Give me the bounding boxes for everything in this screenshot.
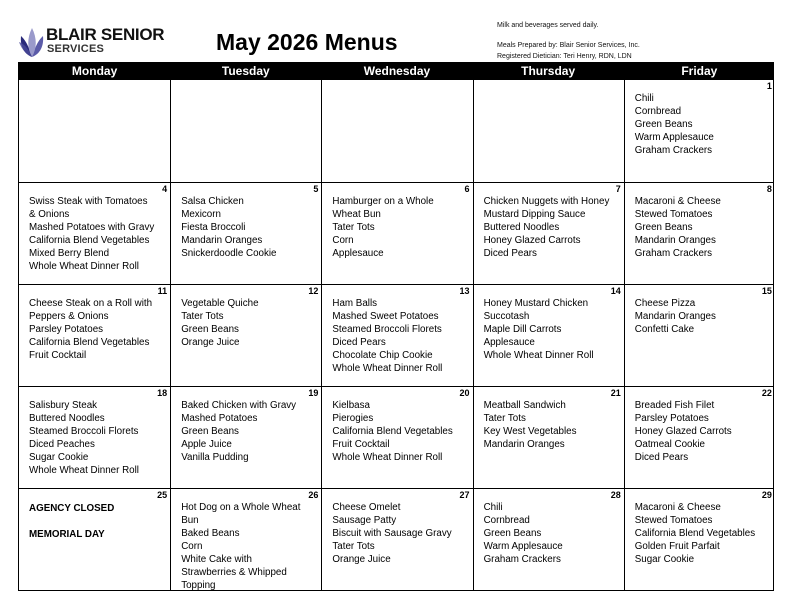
day-cell <box>321 489 472 590</box>
menu-item: Whole Wheat Dinner Roll <box>483 350 594 361</box>
menu-item: & Onions <box>29 209 70 220</box>
day-cell <box>473 285 624 386</box>
menu-item: Buttered Noodles <box>483 222 560 233</box>
menu-item-list <box>635 297 771 336</box>
day-cell <box>473 387 624 488</box>
page-title: May 2026 Menus <box>216 29 398 55</box>
day-cell <box>19 183 170 284</box>
menu-item-list <box>332 501 468 566</box>
menu-item: Cornbread <box>483 515 530 526</box>
menu-item: Tater Tots <box>332 222 375 233</box>
menu-item: Honey Glazed Carrots <box>483 235 581 246</box>
prepared-by-note: Meals Prepared by: Blair Senior Services, Inc. <box>497 42 640 49</box>
menu-item: Swiss Steak with Tomatoes <box>29 196 148 207</box>
menu-item: Green Beans <box>634 119 693 130</box>
menu-item: Diced Pears <box>634 452 689 463</box>
menu-item: White Cake with <box>181 554 252 565</box>
day-cell <box>473 489 624 590</box>
menu-item-list <box>484 195 620 260</box>
menu-item: Parsley Potatoes <box>29 324 104 335</box>
day-cell <box>473 80 624 182</box>
menu-item: Corn <box>181 541 203 552</box>
week-row <box>19 80 773 182</box>
menu-item: Apple Juice <box>181 439 232 450</box>
day-number: 18 <box>157 388 168 398</box>
day-number: 13 <box>459 286 470 296</box>
weekday-header-row <box>19 63 773 80</box>
menu-item: Green Beans <box>634 222 693 233</box>
menu-item: Mustard Dipping Sauce <box>483 209 586 220</box>
menu-item: Green Beans <box>181 324 239 335</box>
menu-item: Mashed Sweet Potatoes <box>332 311 439 322</box>
day-cell <box>170 489 321 590</box>
weekday-header-wednesday: Wednesday <box>363 64 431 78</box>
menu-item: California Blend Vegetables <box>634 528 756 539</box>
menu-item: Tater Tots <box>332 541 375 552</box>
menu-item-list <box>332 297 468 375</box>
weekday-header-thursday: Thursday <box>521 64 576 78</box>
menu-item: Breaded Fish Filet <box>634 400 715 411</box>
menu-item: Tater Tots <box>483 413 526 424</box>
day-number: 14 <box>610 286 621 296</box>
menu-item-list <box>29 399 166 477</box>
menu-item: Fruit Cocktail <box>332 439 390 450</box>
menu-item: Buttered Noodles <box>29 413 105 424</box>
menu-item: Parsley Potatoes <box>634 413 709 424</box>
menu-item: Chili <box>634 93 654 104</box>
menu-item: Whole Wheat Dinner Roll <box>29 261 139 272</box>
menu-item: Mashed Potatoes with Gravy <box>29 222 155 233</box>
menu-item: Kielbasa <box>332 400 370 411</box>
day-cell <box>473 183 624 284</box>
menu-item: Baked Beans <box>181 528 240 539</box>
menu-item: Salsa Chicken <box>181 196 244 207</box>
menu-item-list <box>635 92 771 157</box>
day-number: 25 <box>157 490 168 500</box>
menu-item: Confetti Cake <box>634 324 695 335</box>
menu-item: Hamburger on a Whole <box>332 196 434 207</box>
menu-item: Whole Wheat Dinner Roll <box>29 465 139 476</box>
menu-item: Golden Fruit Parfait <box>634 541 720 552</box>
day-number: 8 <box>766 184 772 194</box>
week-row <box>19 284 773 386</box>
closure-notice <box>29 502 166 541</box>
menu-item: Cheese Omelet <box>332 502 401 513</box>
menu-item-list <box>332 399 468 464</box>
menu-item: Peppers & Onions <box>29 311 109 322</box>
menu-item: Corn <box>332 235 354 246</box>
day-cell <box>170 387 321 488</box>
menu-item: Topping <box>181 580 216 590</box>
menu-item: Ham Balls <box>332 298 378 309</box>
day-cell <box>170 285 321 386</box>
day-number: 26 <box>308 490 319 500</box>
menu-item: Diced Pears <box>483 248 537 259</box>
menu-item: Chocolate Chip Cookie <box>332 350 433 361</box>
day-cell <box>170 183 321 284</box>
day-cell <box>624 285 775 386</box>
day-number: 7 <box>615 184 621 194</box>
menu-item: Warm Applesauce <box>634 132 714 143</box>
logo-text-line1: BLAIR SENIOR <box>46 25 165 44</box>
day-cell <box>19 80 170 182</box>
menu-item: Wheat Bun <box>332 209 381 220</box>
menu-item-list <box>332 195 468 260</box>
menu-item-list <box>484 297 620 362</box>
day-number: 15 <box>761 286 772 296</box>
closure-text: MEMORIAL DAY <box>29 529 105 540</box>
blair-senior-logo <box>18 25 165 60</box>
menu-item: Green Beans <box>483 528 542 539</box>
menu-item: Fiesta Broccoli <box>181 222 246 233</box>
week-row <box>19 182 773 284</box>
menu-item: Warm Applesauce <box>483 541 563 552</box>
day-cell <box>624 80 775 182</box>
menu-item: Cheese Pizza <box>634 298 696 309</box>
menu-item: Steamed Broccoli Florets <box>332 324 442 335</box>
day-number: 4 <box>162 184 168 194</box>
menu-item-list <box>635 195 771 260</box>
menu-item: Meatball Sandwich <box>483 400 566 411</box>
menu-item: Vegetable Quiche <box>181 298 259 309</box>
menu-item: Mandarin Oranges <box>181 235 263 246</box>
day-cell <box>321 80 472 182</box>
menu-item: Cheese Steak on a Roll with <box>29 298 153 309</box>
menu-item: Orange Juice <box>332 554 391 565</box>
menu-item: Macaroni & Cheese <box>634 196 721 207</box>
menu-item-list <box>29 195 166 273</box>
menu-item: Graham Crackers <box>634 145 713 156</box>
day-cell <box>624 387 775 488</box>
day-number: 1 <box>766 81 772 91</box>
day-number: 20 <box>459 388 470 398</box>
menu-item: California Blend Vegetables <box>29 337 150 348</box>
menu-item: Sausage Patty <box>332 515 397 526</box>
menu-item-list <box>484 399 620 451</box>
day-cell <box>321 183 472 284</box>
menu-item-list <box>181 501 317 590</box>
menu-item: Hot Dog on a Whole Wheat <box>181 502 301 513</box>
menu-item-list <box>635 501 771 566</box>
day-number: 27 <box>459 490 470 500</box>
menu-item: Sugar Cookie <box>29 452 89 463</box>
menu-item: Oatmeal Cookie <box>634 439 705 450</box>
menu-item: Biscuit with Sausage Gravy <box>332 528 452 539</box>
menu-item: Whole Wheat Dinner Roll <box>332 363 443 374</box>
menu-item-list <box>181 195 317 260</box>
menu-item: Strawberries & Whipped <box>181 567 287 578</box>
day-number: 19 <box>308 388 319 398</box>
day-cell <box>19 285 170 386</box>
closure-text: AGENCY CLOSED <box>29 503 115 514</box>
menu-item: Tater Tots <box>181 311 224 322</box>
day-cell <box>624 489 775 590</box>
week-row <box>19 386 773 488</box>
menu-item: Mandarin Oranges <box>634 235 716 246</box>
menu-item: Vanilla Pudding <box>181 452 249 463</box>
menu-item: Applesauce <box>483 337 535 348</box>
menu-item: Chicken Nuggets with Honey <box>483 196 610 207</box>
menu-item: Baked Chicken with Gravy <box>181 400 297 411</box>
day-cell <box>19 387 170 488</box>
menu-item: California Blend Vegetables <box>29 235 150 246</box>
menu-item: Pierogies <box>332 413 374 424</box>
menu-item: Diced Pears <box>332 337 386 348</box>
menu-item: Graham Crackers <box>634 248 713 259</box>
menu-item: Maple Dill Carrots <box>483 324 562 335</box>
menu-item: Stewed Tomatoes <box>634 209 713 220</box>
menu-item: Stewed Tomatoes <box>634 515 713 526</box>
day-cell <box>170 80 321 182</box>
menu-item: Mixed Berry Blend <box>29 248 110 259</box>
logo-text-line2: SERVICES <box>47 43 105 55</box>
menu-item: Diced Peaches <box>29 439 95 450</box>
day-number: 6 <box>464 184 470 194</box>
menu-item: Bun <box>181 515 199 526</box>
menu-item: Mashed Potatoes <box>181 413 258 424</box>
menu-item: Salisbury Steak <box>29 400 98 411</box>
day-cell <box>321 387 472 488</box>
menu-item: Macaroni & Cheese <box>634 502 721 513</box>
day-cell <box>321 285 472 386</box>
menu-item-list <box>484 501 620 566</box>
menu-item: Mandarin Oranges <box>634 311 716 322</box>
menu-item: Chili <box>483 502 503 513</box>
beverage-note: Milk and beverages served daily. <box>497 22 599 29</box>
day-cell <box>19 489 170 590</box>
day-number: 5 <box>313 184 319 194</box>
menu-item: Whole Wheat Dinner Roll <box>332 452 443 463</box>
day-number: 29 <box>761 490 772 500</box>
menu-item: Cornbread <box>634 106 682 117</box>
day-number: 11 <box>157 286 168 296</box>
menu-item: California Blend Vegetables <box>332 426 453 437</box>
menu-item-list <box>181 297 317 349</box>
dietician-note: Registered Dietician: Teri Henry, RDN, LDN <box>497 53 632 60</box>
week-row <box>19 488 773 590</box>
tulip-logo-icon <box>18 26 46 58</box>
menu-item: Sugar Cookie <box>634 554 695 565</box>
day-number: 12 <box>308 286 319 296</box>
menu-calendar <box>18 62 774 591</box>
weekday-header-tuesday: Tuesday <box>221 64 270 78</box>
menu-item: Honey Mustard Chicken <box>483 298 589 309</box>
menu-item: Graham Crackers <box>483 554 561 565</box>
day-number: 21 <box>610 388 621 398</box>
menu-item-list <box>635 399 771 464</box>
menu-item-list <box>181 399 317 464</box>
menu-item: Honey Glazed Carrots <box>634 426 732 437</box>
menu-item: Steamed Broccoli Florets <box>29 426 139 437</box>
menu-item: Mexicorn <box>181 209 221 220</box>
menu-item: Mandarin Oranges <box>483 439 565 450</box>
menu-item-list <box>29 297 166 362</box>
day-number: 28 <box>610 490 621 500</box>
weekday-header-monday: Monday <box>71 64 118 78</box>
weekday-header-friday: Friday <box>681 64 718 78</box>
menu-item: Key West Vegetables <box>483 426 577 437</box>
menu-item: Fruit Cocktail <box>29 350 87 361</box>
menu-item: Orange Juice <box>181 337 240 348</box>
day-cell <box>624 183 775 284</box>
day-number: 22 <box>761 388 772 398</box>
menu-item: Snickerdoodle Cookie <box>181 248 277 259</box>
menu-item: Applesauce <box>332 248 384 259</box>
menu-item: Green Beans <box>181 426 239 437</box>
menu-item: Succotash <box>483 311 530 322</box>
